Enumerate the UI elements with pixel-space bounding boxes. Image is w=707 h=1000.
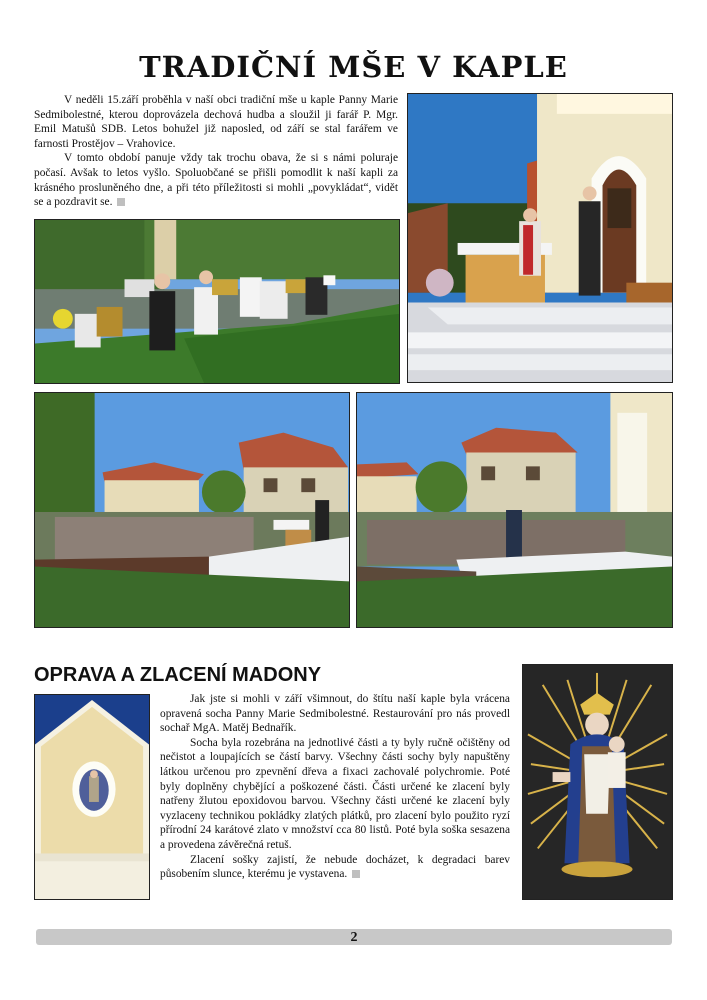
article-madonna-text — [160, 692, 510, 882]
paragraph — [34, 151, 398, 209]
photo-brass-band — [34, 219, 400, 384]
article-mass-text — [34, 93, 398, 210]
paragraph: Socha byla rozebrána na jednotlivé části a ty byly ručně očištěny od nečistot a loupajících se částí barvy. Všechny části sochy byly napuštěny látkou určenou pro zpevnění dřeva a fixaci zachovalé polychromie. Poté byly doplněny chybějící a poškozené části. Části určené ke zlacení byly natřeny žlutou epoxidovou barvou. Všechny části určené ke zlacení byly vyzlaceny technikou pokládky zlatých plátků, pro zlacení bylo použito ryzí přírodní 24 karátové zlato v množství cca 80 listů. Poté byla soška sesazena a provedena závěrečná retuš. — [160, 736, 510, 851]
end-mark-icon — [117, 198, 125, 206]
photo-chapel-altar — [407, 93, 673, 383]
photo-madonna-statue — [522, 664, 673, 900]
photo-congregation-left — [34, 392, 350, 628]
photo-chapel-gable — [34, 694, 150, 900]
page-number-bar — [36, 929, 672, 945]
article-title-mass: TRADIČNÍ MŠE V KAPLE — [139, 50, 568, 84]
paragraph-text: Zlacení sošky zajistí, že nebude docházet, k degradaci barev působením slunce, kterému je vystavena. — [160, 853, 510, 881]
end-mark-icon — [352, 870, 360, 878]
photo-congregation-right — [356, 392, 673, 628]
paragraph: V neděli 15.září proběhla v naší obci tradiční mše u kaple Panny Marie Sedmibolestné, kterou doprovázela dechová hudba a sloužil ji farář P. Mgr. Emil Matušů SDB. Letos bohužel již naposled, od září se stal farářem ve farnosti Prostějov – Vrahovice. — [34, 94, 398, 150]
paragraph: Jak jste si mohli v září všimnout, do štítu naší kaple byla vrácena opravená socha Panny Marie Sedmibolestné. Restaurování pro nás provedl sochař MgA. Matěj Bednařík. — [160, 693, 510, 735]
paragraph — [160, 853, 510, 882]
article-title-madonna: OPRAVA A ZLACENÍ MADONY — [34, 664, 322, 686]
page-number: 2 — [350, 930, 358, 945]
paragraph-text: V tomto období panuje vždy tak trochu obava, že si s námi poluraje počasí. Avšak to letos vyšlo. Spoluobčané se přišli pomodlit k naší kapli za krásného prosluněného dne, a při této příležitosti si mohli „povykládat“, vidět se a pozdravit se. — [34, 152, 398, 209]
